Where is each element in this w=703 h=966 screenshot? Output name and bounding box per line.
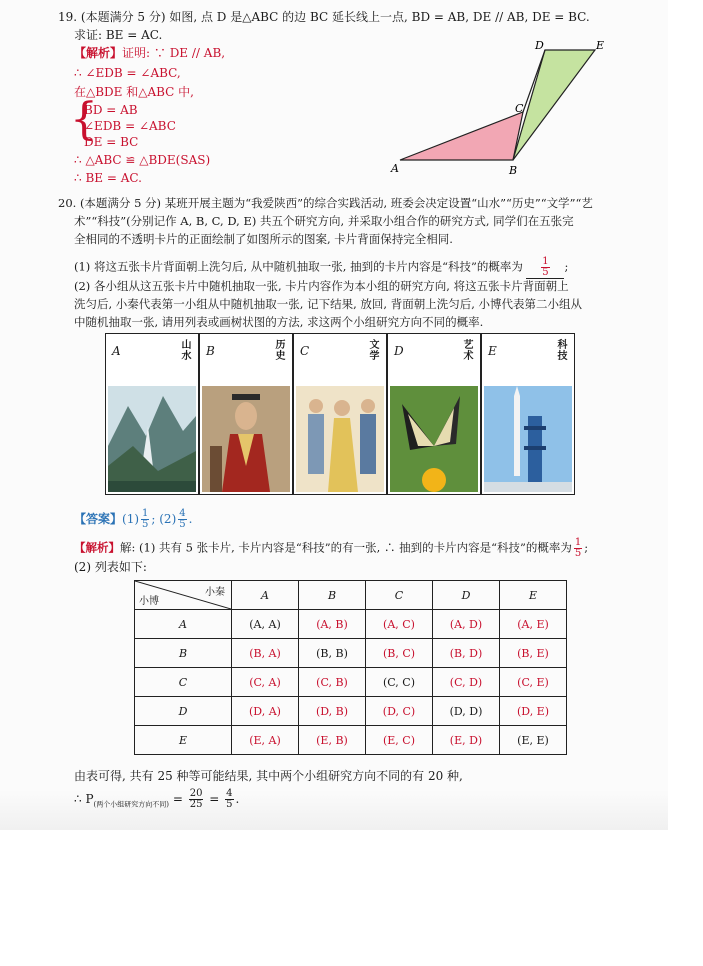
card-letter: C bbox=[300, 344, 310, 358]
table-cell: (B, C) bbox=[366, 639, 433, 668]
row-header: A bbox=[135, 610, 232, 639]
card-a bbox=[105, 333, 199, 495]
butterfly-image bbox=[390, 386, 478, 492]
column-header: A bbox=[232, 581, 299, 610]
q19-conclusion-1: ∴ △ABC ≌ △BDE(SAS) bbox=[74, 153, 211, 167]
frac-den: 5 bbox=[542, 267, 549, 278]
q19-system-2: ∠EDB = ∠ABC bbox=[84, 119, 176, 133]
label-d: D bbox=[535, 39, 544, 52]
frac-num: 1 bbox=[142, 508, 149, 519]
card-row bbox=[105, 333, 573, 495]
row-header: B bbox=[135, 639, 232, 668]
card-theme: 历史 bbox=[275, 340, 286, 362]
corner-bottom-label: 小博 bbox=[139, 596, 159, 607]
q20-result-line: 由表可得, 共有 25 种等可能结果, 其中两个小组研究方向不同的有 20 种, bbox=[74, 769, 463, 783]
corner-top-label: 小秦 bbox=[205, 587, 225, 598]
label-b: B bbox=[509, 164, 518, 177]
card-b bbox=[199, 333, 293, 495]
q19-header: 19. (本题满分 5 分) 如图, 点 D 是△ABC 的边 BC 延长线上一点, BD = AB, DE // AB, DE = BC. bbox=[58, 10, 590, 24]
q20-answer bbox=[74, 509, 192, 530]
q19-triangle-figure bbox=[385, 38, 625, 178]
frac-num: 1 bbox=[542, 256, 549, 267]
q20-part1-text: (1) 将这五张卡片背面朝上洗匀后, 从中随机抽取一张, 抽到的卡片内容是“科技”的概率为 bbox=[74, 259, 523, 274]
label-c: C bbox=[515, 102, 524, 115]
table-cell-same: (E, E) bbox=[500, 726, 567, 755]
card-letter: A bbox=[112, 344, 121, 358]
column-header: C bbox=[366, 581, 433, 610]
final-frac2 bbox=[225, 789, 233, 810]
q20-part1: (1) 将这五张卡片背面朝上洗匀后, 从中随机抽取一张, 抽到的卡片内容是“科技”的概率为 $\frac{1}{5}$ ; bbox=[74, 256, 569, 278]
table-cell: (E, C) bbox=[366, 726, 433, 755]
table-cell: (B, E) bbox=[500, 639, 567, 668]
label-a: A bbox=[391, 162, 399, 175]
emperor-image bbox=[202, 386, 290, 492]
card-d bbox=[387, 333, 481, 495]
frac-num: 4 bbox=[179, 508, 186, 519]
table-cell: (A, B) bbox=[299, 610, 366, 639]
table-cell: (E, D) bbox=[433, 726, 500, 755]
table-cell: (D, E) bbox=[500, 697, 567, 726]
table-row bbox=[135, 726, 567, 755]
q20-analysis-line2: (2) 列表如下: bbox=[74, 560, 147, 574]
q20-part2-line2: 洗匀后, 小秦代表第一小组从中随机抽取一张, 记下结果, 放回, 背面朝上洗匀后, 小博代表第二小组从 bbox=[74, 297, 583, 311]
row-header: C bbox=[135, 668, 232, 697]
q20-header-line3: 全相同的不透明卡片的正面绘制了如图所示的图案, 卡片背面保持完全相同. bbox=[74, 232, 453, 246]
table-cell: (C, B) bbox=[299, 668, 366, 697]
table-cell: (D, B) bbox=[299, 697, 366, 726]
q20-answer-end: . bbox=[188, 512, 193, 526]
q20-header-line1: 20. (本题满分 5 分) 某班开展主题为“我爱陕西”的综合实践活动, 班委会决定设置“山水”“历史”“文学”“艺 bbox=[58, 196, 593, 210]
column-header: E bbox=[500, 581, 567, 610]
scholars-image bbox=[296, 386, 384, 492]
table-cell: (C, A) bbox=[232, 668, 299, 697]
final-prefix: ∴ P bbox=[74, 792, 94, 806]
frac-den: 5 bbox=[179, 519, 186, 530]
frac-num: 20 bbox=[189, 788, 203, 799]
column-header: D bbox=[433, 581, 500, 610]
q19-step-1: ∴ ∠EDB = ∠ABC, bbox=[74, 66, 181, 80]
rocket-image bbox=[484, 386, 572, 492]
table-row bbox=[135, 697, 567, 726]
card-theme: 文学 bbox=[369, 340, 380, 362]
table-cell-same: (D, D) bbox=[433, 697, 500, 726]
column-header: B bbox=[299, 581, 366, 610]
landscape-image bbox=[108, 386, 196, 492]
q19-system-1: BD = AB bbox=[84, 103, 138, 117]
q20-header-line2: 术”“科技”(分别记作 A, B, C, D, E) 共五个研究方向, 并采取小组合作的研究方式, 同学们在五张完 bbox=[74, 214, 574, 228]
q19-analysis-tag: 【解析】 bbox=[74, 46, 123, 60]
table-cell-same: (A, A) bbox=[232, 610, 299, 639]
q20-part2-line3: 中随机抽取一张, 请用列表或画树状图的方法, 求这两个小组研究方向不同的概率. bbox=[74, 315, 484, 329]
q20-answer-part1: (1) bbox=[122, 512, 140, 526]
frac-den: 5 bbox=[226, 799, 233, 810]
frac-den: 5 bbox=[142, 519, 149, 530]
q19-analysis-first: 证明: ∵ DE // AB, bbox=[122, 46, 226, 60]
card-theme: 艺术 bbox=[463, 340, 474, 362]
card-theme: 科技 bbox=[557, 340, 568, 362]
card-e bbox=[481, 333, 575, 495]
q20-answer-part2: ; (2) bbox=[151, 512, 177, 526]
q20-answer-tag: 【答案】 bbox=[74, 512, 123, 526]
table-cell: (E, B) bbox=[299, 726, 366, 755]
final-subscript: (两个小组研究方向不同) bbox=[93, 800, 169, 809]
table-row bbox=[135, 639, 567, 668]
table-row bbox=[135, 610, 567, 639]
q20-analysis-line1: 解: (1) 共有 5 张卡片, 卡片内容是“科技”的有一张, ∴ 抽到的卡片内容是“科技”的概率为 bbox=[120, 540, 572, 555]
table-cell: (D, A) bbox=[232, 697, 299, 726]
table-cell: (D, C) bbox=[366, 697, 433, 726]
q19-step-2: 在△BDE 和△ABC 中, bbox=[74, 85, 194, 99]
q20-analysis-frac bbox=[574, 538, 582, 559]
frac-den: 25 bbox=[189, 799, 203, 810]
label-e: E bbox=[596, 39, 605, 52]
final-eq: = bbox=[172, 792, 183, 806]
table-cell: (A, C) bbox=[366, 610, 433, 639]
card-letter: B bbox=[206, 344, 215, 358]
table-cell: (C, E) bbox=[500, 668, 567, 697]
triangle-abc bbox=[400, 112, 523, 160]
frac-den: 5 bbox=[574, 548, 582, 559]
q20-answer-frac2 bbox=[178, 509, 186, 530]
table-cell-same: (B, B) bbox=[299, 639, 366, 668]
table-cell-same: (C, C) bbox=[366, 668, 433, 697]
final-end: . bbox=[235, 792, 240, 806]
outcome-table bbox=[134, 580, 567, 755]
q20-part1-answer bbox=[541, 257, 549, 278]
card-letter: E bbox=[488, 344, 497, 358]
q20-part2-line1: (2) 各小组从这五张卡片中随机抽取一张, 卡片内容作为本小组的研究方向, 将这五张卡片背面朝上 bbox=[74, 279, 569, 293]
card-c bbox=[293, 333, 387, 495]
q19-system-brace: { bbox=[70, 94, 98, 145]
row-header: D bbox=[135, 697, 232, 726]
table-cell: (A, E) bbox=[500, 610, 567, 639]
q20-analysis-semicolon: ; bbox=[584, 540, 589, 555]
final-frac1 bbox=[189, 789, 204, 810]
q20-analysis-tag: 【解析】 bbox=[74, 540, 120, 555]
final-eq2: = bbox=[209, 792, 220, 806]
table-header-row bbox=[135, 581, 567, 610]
q20-part1-blank bbox=[526, 257, 564, 279]
table-row bbox=[135, 668, 567, 697]
frac-num: 1 bbox=[574, 537, 582, 548]
q20-answer-frac1 bbox=[141, 509, 149, 530]
table-cell: (B, D) bbox=[433, 639, 500, 668]
q20-analysis bbox=[74, 538, 588, 559]
q19-analysis bbox=[74, 46, 225, 61]
table-cell: (B, A) bbox=[232, 639, 299, 668]
q19-prove: 求证: BE = AC. bbox=[74, 28, 163, 42]
table-cell: (E, A) bbox=[232, 726, 299, 755]
q19-conclusion-2: ∴ BE = AC. bbox=[74, 171, 142, 185]
row-header: E bbox=[135, 726, 232, 755]
table-cell: (A, D) bbox=[433, 610, 500, 639]
q20-final bbox=[74, 789, 239, 812]
card-letter: D bbox=[394, 344, 404, 358]
table-corner-cell bbox=[135, 581, 232, 610]
card-theme: 山水 bbox=[181, 340, 192, 362]
frac-num: 4 bbox=[226, 788, 233, 799]
q19-system-3: DE = BC bbox=[84, 135, 139, 149]
table-cell: (C, D) bbox=[433, 668, 500, 697]
